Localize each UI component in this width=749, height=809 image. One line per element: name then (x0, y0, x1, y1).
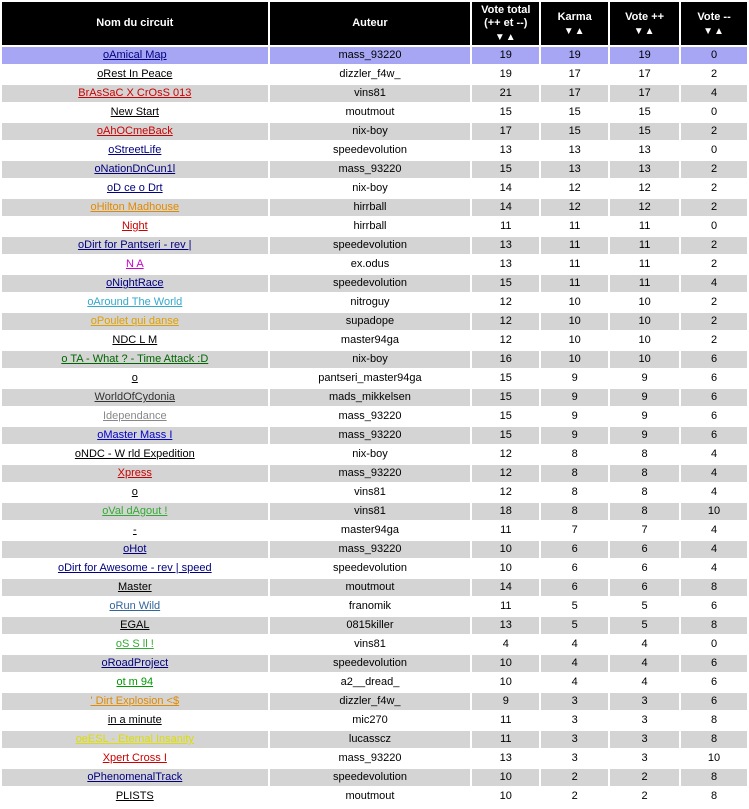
karma-cell: 10 (541, 313, 608, 330)
author-cell: nix-boy (270, 123, 471, 140)
author-cell: mass_93220 (270, 408, 471, 425)
vote-total-cell: 10 (472, 560, 539, 577)
karma-cell: 6 (541, 579, 608, 596)
table-row (2, 237, 747, 254)
author-cell: master94ga (270, 332, 471, 349)
table-row (2, 142, 747, 159)
author-cell: mass_93220 (270, 47, 471, 64)
author-cell: mass_93220 (270, 465, 471, 482)
vote-total-cell: 12 (472, 332, 539, 349)
table-row (2, 256, 747, 273)
header-total: Vote total (++ et --) ▼▲ (472, 2, 539, 45)
vote-total-cell: 11 (472, 598, 539, 615)
table-row (2, 199, 747, 216)
vote-plus-cell: 2 (610, 788, 679, 805)
table-row (2, 104, 747, 121)
table-row (2, 180, 747, 197)
vote-minus-cell: 4 (681, 541, 747, 558)
author-cell: mass_93220 (270, 161, 471, 178)
author-cell: vins81 (270, 85, 471, 102)
vote-minus-cell: 8 (681, 579, 747, 596)
vote-plus-cell: 8 (610, 465, 679, 482)
author-cell: a2__dread_ (270, 674, 471, 691)
vote-total-cell: 15 (472, 161, 539, 178)
table-row (2, 693, 747, 710)
karma-cell: 8 (541, 484, 608, 501)
track-name-link[interactable]: oPoulet qui danse (2, 313, 268, 330)
vote-minus-cell: 6 (681, 427, 747, 444)
vote-total-cell: 14 (472, 180, 539, 197)
vote-minus-cell: 6 (681, 408, 747, 425)
karma-cell: 12 (541, 199, 608, 216)
vote-total-cell: 13 (472, 142, 539, 159)
author-cell: franomik (270, 598, 471, 615)
track-name-link[interactable]: oDirt for Pantseri - rev | (2, 237, 268, 254)
author-cell: supadope (270, 313, 471, 330)
author-cell: vins81 (270, 503, 471, 520)
vote-minus-cell: 4 (681, 522, 747, 539)
vote-plus-cell: 11 (610, 218, 679, 235)
karma-cell: 2 (541, 788, 608, 805)
author-cell: speedevolution (270, 142, 471, 159)
table-row (2, 731, 747, 748)
table-row (2, 484, 747, 501)
vote-plus-cell: 9 (610, 427, 679, 444)
author-cell: speedevolution (270, 560, 471, 577)
vote-total-cell: 15 (472, 389, 539, 406)
karma-cell: 17 (541, 66, 608, 83)
track-name-link[interactable]: oRun Wild (2, 598, 268, 615)
vote-plus-cell: 9 (610, 408, 679, 425)
table-row (2, 788, 747, 805)
author-cell: speedevolution (270, 275, 471, 292)
vote-total-cell: 13 (472, 617, 539, 634)
vote-plus-cell: 5 (610, 617, 679, 634)
table-row (2, 313, 747, 330)
karma-cell: 5 (541, 598, 608, 615)
vote-plus-cell: 7 (610, 522, 679, 539)
vote-total-cell: 11 (472, 731, 539, 748)
vote-total-cell: 10 (472, 788, 539, 805)
vote-plus-cell: 12 (610, 180, 679, 197)
karma-cell: 3 (541, 693, 608, 710)
vote-total-cell: 13 (472, 237, 539, 254)
vote-plus-cell: 3 (610, 731, 679, 748)
sort-total-control[interactable]: ▼▲ (494, 32, 517, 43)
vote-plus-cell: 3 (610, 693, 679, 710)
vote-plus-cell: 6 (610, 541, 679, 558)
vote-minus-cell: 8 (681, 788, 747, 805)
vote-total-cell: 15 (472, 370, 539, 387)
vote-total-cell: 17 (472, 123, 539, 140)
table-row (2, 522, 747, 539)
vote-minus-cell: 2 (681, 256, 747, 273)
vote-plus-cell: 4 (610, 674, 679, 691)
vote-minus-cell: 2 (681, 294, 747, 311)
track-name-link[interactable]: oRoadProject (2, 655, 268, 672)
vote-plus-cell: 10 (610, 332, 679, 349)
track-name-link[interactable]: oNightRace (2, 275, 268, 292)
vote-minus-cell: 0 (681, 104, 747, 121)
vote-minus-cell: 10 (681, 750, 747, 767)
author-cell: master94ga (270, 522, 471, 539)
author-cell: speedevolution (270, 655, 471, 672)
karma-cell: 9 (541, 408, 608, 425)
vote-total-cell: 4 (472, 636, 539, 653)
karma-cell: 3 (541, 731, 608, 748)
vote-plus-cell: 13 (610, 161, 679, 178)
author-cell: nix-boy (270, 351, 471, 368)
table-row (2, 85, 747, 102)
track-name-link[interactable]: Master (2, 579, 268, 596)
track-name-link[interactable]: oStreetLife (2, 142, 268, 159)
author-cell: nix-boy (270, 446, 471, 463)
track-name-link[interactable]: Night (2, 218, 268, 235)
vote-minus-cell: 6 (681, 598, 747, 615)
vote-minus-cell: 0 (681, 218, 747, 235)
sort-minus-control[interactable]: ▼▲ (703, 25, 725, 37)
author-cell: mads_mikkelsen (270, 389, 471, 406)
karma-cell: 9 (541, 427, 608, 444)
vote-minus-cell: 8 (681, 731, 747, 748)
karma-cell: 3 (541, 750, 608, 767)
table-row (2, 427, 747, 444)
karma-cell: 4 (541, 636, 608, 653)
vote-plus-cell: 11 (610, 256, 679, 273)
track-name-link[interactable]: N A (2, 256, 268, 273)
vote-total-cell: 21 (472, 85, 539, 102)
karma-cell: 17 (541, 85, 608, 102)
track-name-link[interactable]: New Start (2, 104, 268, 121)
author-cell: moutmout (270, 104, 471, 121)
vote-plus-cell: 4 (610, 636, 679, 653)
author-cell: lucasscz (270, 731, 471, 748)
karma-cell: 11 (541, 218, 608, 235)
vote-minus-cell: 2 (681, 123, 747, 140)
vote-total-cell: 12 (472, 484, 539, 501)
track-name-link[interactable]: ' Dirt Explosion <$ (2, 693, 268, 710)
table-row (2, 351, 747, 368)
table-row (2, 598, 747, 615)
track-name-link[interactable]: NDC L M (2, 332, 268, 349)
author-cell: hirrball (270, 218, 471, 235)
karma-cell: 9 (541, 370, 608, 387)
track-name-link[interactable]: WorldOfCydonia (2, 389, 268, 406)
vote-total-cell: 14 (472, 199, 539, 216)
vote-total-cell: 12 (472, 446, 539, 463)
karma-cell: 10 (541, 332, 608, 349)
author-cell: moutmout (270, 788, 471, 805)
track-name-link[interactable]: o TA - What ? - Time Attack :D (2, 351, 268, 368)
header-minus: Vote -- ▼▲ (681, 2, 747, 45)
table-row (2, 503, 747, 520)
vote-total-cell: 15 (472, 104, 539, 121)
author-cell: speedevolution (270, 769, 471, 786)
vote-total-cell: 15 (472, 427, 539, 444)
table-row (2, 617, 747, 634)
vote-total-cell: 11 (472, 712, 539, 729)
table-row (2, 275, 747, 292)
karma-cell: 8 (541, 465, 608, 482)
table-row (2, 389, 747, 406)
vote-minus-cell: 4 (681, 560, 747, 577)
track-name-link[interactable]: Idependance (2, 408, 268, 425)
track-name-link[interactable]: - (2, 522, 268, 539)
karma-cell: 15 (541, 123, 608, 140)
vote-total-cell: 9 (472, 693, 539, 710)
karma-cell: 13 (541, 161, 608, 178)
vote-plus-cell: 19 (610, 47, 679, 64)
vote-plus-cell: 15 (610, 123, 679, 140)
karma-cell: 10 (541, 351, 608, 368)
vote-plus-cell: 11 (610, 237, 679, 254)
vote-plus-cell: 3 (610, 712, 679, 729)
vote-minus-cell: 2 (681, 161, 747, 178)
track-name-link[interactable]: o (2, 484, 268, 501)
vote-plus-cell: 15 (610, 104, 679, 121)
vote-plus-cell: 3 (610, 750, 679, 767)
karma-cell: 12 (541, 180, 608, 197)
header-plus: Vote ++ ▼▲ (610, 2, 679, 45)
track-name-link[interactable]: oAmical Map (2, 47, 268, 64)
vote-minus-cell: 8 (681, 712, 747, 729)
vote-minus-cell: 0 (681, 636, 747, 653)
track-name-link[interactable]: o (2, 370, 268, 387)
table-row (2, 712, 747, 729)
author-cell: nix-boy (270, 180, 471, 197)
karma-cell: 6 (541, 560, 608, 577)
vote-plus-cell: 6 (610, 560, 679, 577)
vote-minus-cell: 8 (681, 769, 747, 786)
vote-total-cell: 12 (472, 465, 539, 482)
author-cell: hirrball (270, 199, 471, 216)
table-row (2, 161, 747, 178)
table-row (2, 370, 747, 387)
vote-total-cell: 13 (472, 750, 539, 767)
vote-plus-cell: 9 (610, 389, 679, 406)
header-author: Auteur (270, 2, 471, 45)
vote-minus-cell: 6 (681, 351, 747, 368)
karma-cell: 2 (541, 769, 608, 786)
author-cell: mass_93220 (270, 427, 471, 444)
vote-minus-cell: 6 (681, 370, 747, 387)
karma-cell: 19 (541, 47, 608, 64)
vote-minus-cell: 6 (681, 389, 747, 406)
table-row (2, 465, 747, 482)
track-name-link[interactable]: Xpress (2, 465, 268, 482)
table-row (2, 446, 747, 463)
track-name-link[interactable]: oMaster Mass I (2, 427, 268, 444)
vote-plus-cell: 12 (610, 199, 679, 216)
vote-minus-cell: 0 (681, 47, 747, 64)
vote-minus-cell: 2 (681, 332, 747, 349)
karma-cell: 3 (541, 712, 608, 729)
karma-cell: 9 (541, 389, 608, 406)
vote-total-cell: 15 (472, 275, 539, 292)
author-cell: vins81 (270, 484, 471, 501)
table-row (2, 218, 747, 235)
author-cell: nitroguy (270, 294, 471, 311)
vote-minus-cell: 4 (681, 465, 747, 482)
vote-plus-cell: 10 (610, 294, 679, 311)
track-name-link[interactable]: oHot (2, 541, 268, 558)
track-name-link[interactable]: oD ce o Drt (2, 180, 268, 197)
vote-total-cell: 16 (472, 351, 539, 368)
vote-plus-cell: 2 (610, 769, 679, 786)
karma-cell: 4 (541, 674, 608, 691)
karma-cell: 11 (541, 237, 608, 254)
table-row (2, 47, 747, 64)
vote-minus-cell: 2 (681, 66, 747, 83)
vote-total-cell: 13 (472, 256, 539, 273)
vote-minus-cell: 2 (681, 237, 747, 254)
vote-plus-cell: 8 (610, 484, 679, 501)
sort-plus-control[interactable]: ▼▲ (633, 25, 656, 37)
author-cell: mic270 (270, 712, 471, 729)
vote-minus-cell: 2 (681, 199, 747, 216)
vote-plus-cell: 10 (610, 351, 679, 368)
author-cell: pantseri_master94ga (270, 370, 471, 387)
header-name: Nom du circuit (2, 2, 268, 45)
vote-plus-cell: 11 (610, 275, 679, 292)
vote-total-cell: 10 (472, 655, 539, 672)
track-name-link[interactable]: Xpert Cross I (2, 750, 268, 767)
author-cell: mass_93220 (270, 541, 471, 558)
table-row (2, 123, 747, 140)
vote-minus-cell: 4 (681, 275, 747, 292)
author-cell: moutmout (270, 579, 471, 596)
author-cell: 0815killer (270, 617, 471, 634)
table-row (2, 294, 747, 311)
vote-minus-cell: 4 (681, 85, 747, 102)
track-name-link[interactable]: oNationDnCun1l (2, 161, 268, 178)
vote-total-cell: 10 (472, 769, 539, 786)
track-name-link[interactable]: oAround The World (2, 294, 268, 311)
vote-plus-cell: 8 (610, 503, 679, 520)
vote-total-cell: 10 (472, 674, 539, 691)
vote-plus-cell: 5 (610, 598, 679, 615)
karma-cell: 10 (541, 294, 608, 311)
header-row (2, 2, 747, 45)
vote-total-cell: 15 (472, 408, 539, 425)
vote-minus-cell: 8 (681, 617, 747, 634)
karma-cell: 5 (541, 617, 608, 634)
track-name-link[interactable]: PLISTS (2, 788, 268, 805)
vote-minus-cell: 6 (681, 674, 747, 691)
karma-cell: 4 (541, 655, 608, 672)
vote-plus-cell: 10 (610, 313, 679, 330)
vote-minus-cell: 2 (681, 180, 747, 197)
vote-minus-cell: 0 (681, 142, 747, 159)
karma-cell: 8 (541, 503, 608, 520)
table-row (2, 750, 747, 767)
track-name-link[interactable]: BrAsSaC X CrOsS 013 (2, 85, 268, 102)
vote-minus-cell: 2 (681, 313, 747, 330)
track-name-link[interactable]: oS S ll ! (2, 636, 268, 653)
vote-minus-cell: 4 (681, 484, 747, 501)
vote-minus-cell: 6 (681, 655, 747, 672)
track-name-link[interactable]: oeESL - Eternal Insanity (2, 731, 268, 748)
author-cell: mass_93220 (270, 750, 471, 767)
karma-cell: 8 (541, 446, 608, 463)
track-name-link[interactable]: oPhenomenalTrack (2, 769, 268, 786)
table-row (2, 66, 747, 83)
vote-minus-cell: 4 (681, 446, 747, 463)
table-row (2, 674, 747, 691)
table-row (2, 332, 747, 349)
vote-total-cell: 11 (472, 522, 539, 539)
vote-plus-cell: 4 (610, 655, 679, 672)
track-name-link[interactable]: oRest In Peace (2, 66, 268, 83)
vote-total-cell: 12 (472, 313, 539, 330)
track-name-link[interactable]: in a minute (2, 712, 268, 729)
table-row (2, 655, 747, 672)
track-name-link[interactable]: oHilton Madhouse (2, 199, 268, 216)
vote-minus-cell: 6 (681, 693, 747, 710)
karma-cell: 13 (541, 142, 608, 159)
track-name-link[interactable]: oDirt for Awesome - rev | speed (2, 560, 268, 577)
author-cell: speedevolution (270, 237, 471, 254)
track-name-link[interactable]: ot m 94 (2, 674, 268, 691)
vote-total-cell: 19 (472, 47, 539, 64)
author-cell: dizzler_f4w_ (270, 693, 471, 710)
vote-total-cell: 12 (472, 294, 539, 311)
vote-plus-cell: 13 (610, 142, 679, 159)
karma-cell: 11 (541, 275, 608, 292)
karma-cell: 6 (541, 541, 608, 558)
vote-total-cell: 11 (472, 218, 539, 235)
vote-plus-cell: 17 (610, 85, 679, 102)
table-row (2, 636, 747, 653)
author-cell: ex.odus (270, 256, 471, 273)
table-row (2, 579, 747, 596)
track-name-link[interactable]: EGAL (2, 617, 268, 634)
table-row (2, 560, 747, 577)
track-name-link[interactable]: oAhOCmeBack (2, 123, 268, 140)
vote-total-cell: 10 (472, 541, 539, 558)
track-name-link[interactable]: oVal dAgout ! (2, 503, 268, 520)
table-row (2, 408, 747, 425)
header-karma: Karma ▼▲ (541, 2, 608, 45)
track-name-link[interactable]: oNDC - W rld Expedition (2, 446, 268, 463)
author-cell: vins81 (270, 636, 471, 653)
vote-plus-cell: 9 (610, 370, 679, 387)
sort-karma-control[interactable]: ▼▲ (563, 25, 586, 37)
author-cell: dizzler_f4w_ (270, 66, 471, 83)
vote-plus-cell: 6 (610, 579, 679, 596)
vote-total-cell: 14 (472, 579, 539, 596)
vote-total-cell: 18 (472, 503, 539, 520)
table-row (2, 769, 747, 786)
table-row (2, 541, 747, 558)
table-body (2, 47, 747, 805)
vote-minus-cell: 10 (681, 503, 747, 520)
vote-plus-cell: 17 (610, 66, 679, 83)
karma-cell: 11 (541, 256, 608, 273)
karma-cell: 15 (541, 104, 608, 121)
vote-total-cell: 19 (472, 66, 539, 83)
karma-cell: 7 (541, 522, 608, 539)
vote-plus-cell: 8 (610, 446, 679, 463)
